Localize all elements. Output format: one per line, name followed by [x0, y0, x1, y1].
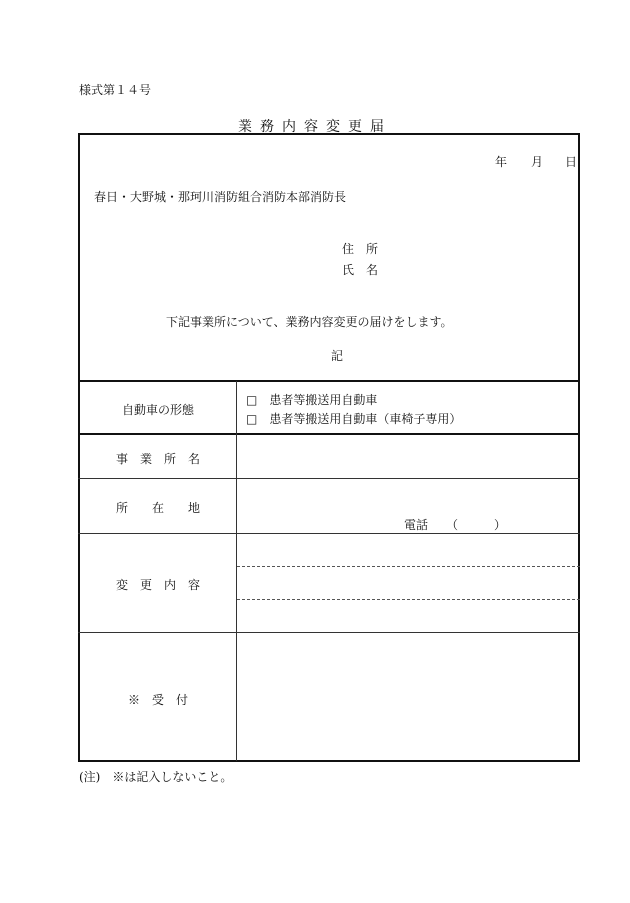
footnote: (注) ※は記入しないこと。	[79, 770, 233, 784]
reception-label: ※ 受 付	[127, 693, 188, 707]
vehicle-type-label: 自動車の形態	[121, 403, 194, 417]
date-day-label: 日	[565, 155, 578, 169]
change-content-field[interactable]	[237, 534, 580, 632]
date-year-label: 年	[495, 155, 508, 169]
intro-divider	[78, 380, 580, 382]
location-label: 所 在 地	[115, 501, 200, 515]
office-name-field[interactable]	[237, 435, 580, 478]
office-name-label: 事 業 所 名	[115, 452, 200, 466]
ki-label: 記	[331, 349, 344, 363]
form-title: 業務内容変更届	[238, 119, 392, 135]
vehicle-option-wheelchair[interactable]: □ 患者等搬送用自動車（車椅子専用）	[246, 412, 462, 426]
addressee: 春日・大野城・那珂川消防組合消防本部消防長	[94, 190, 347, 204]
address-label: 住 所	[342, 242, 379, 256]
statement: 下記事業所について、業務内容変更の届けをします。	[166, 315, 453, 329]
name-label: 氏 名	[342, 263, 379, 277]
phone-label: 電話 （ ）	[404, 518, 507, 532]
vehicle-option-standard[interactable]: □ 患者等搬送用自動車	[246, 393, 378, 407]
reception-field	[237, 633, 580, 761]
date-month-label: 月	[531, 155, 544, 169]
form-number: 様式第１４号	[79, 83, 152, 97]
change-content-label: 変 更 内 容	[115, 578, 200, 592]
